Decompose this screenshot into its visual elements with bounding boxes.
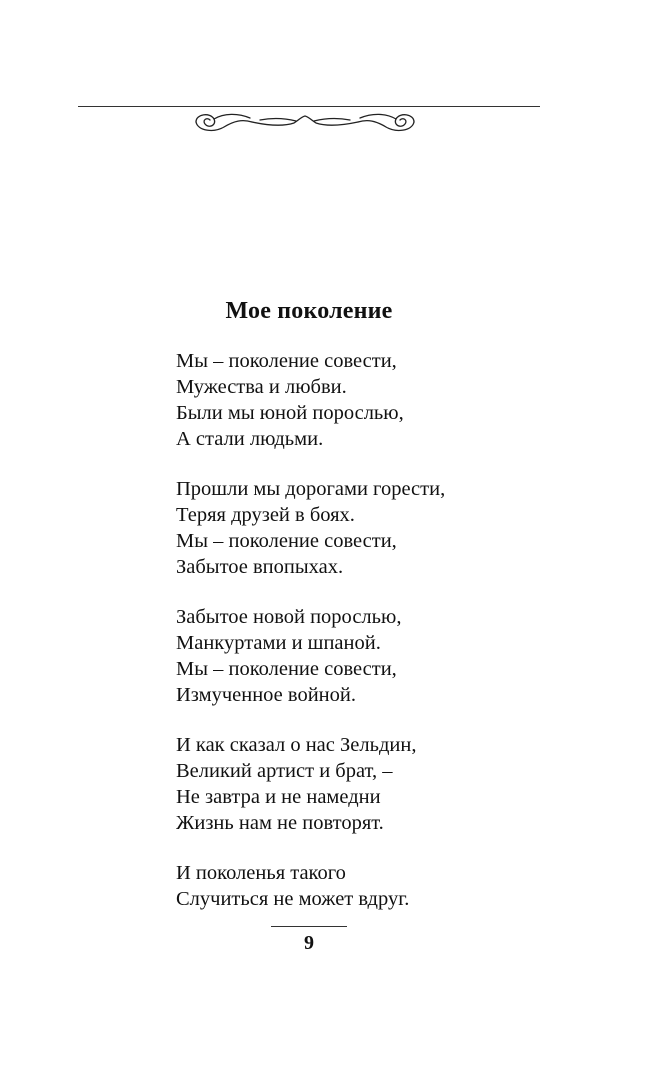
stanza [176,604,576,708]
stanza [176,348,576,452]
poem-line: Мы – поколение совести, [176,658,397,680]
poem-line: Забытое новой порослью, [176,606,402,628]
poem-line: Манкуртами и шпаной. [176,632,381,654]
poem-body [176,348,576,936]
poem-title: Мое поколение [225,298,393,324]
poem-line: И поколенья такого [176,862,346,884]
poem-line: Не завтра и не намедни [176,786,381,808]
poem-line: Мы – поколение совести, [176,530,397,552]
poem-line: Измученное войной. [176,684,356,706]
poem-line: Великий артист и брат, – [176,760,393,782]
poem-line: Были мы юной порослью, [176,402,404,424]
poem-line: Забытое впопыхах. [176,556,344,578]
poem-line: Случиться не может вдруг. [176,888,410,910]
stanza [176,732,576,836]
poem-line: Теряя друзей в боях. [176,504,355,526]
poem-line: Мужества и любви. [176,376,347,398]
stanza [176,476,576,580]
scroll-flourish-icon [190,109,420,135]
stanza [176,860,576,912]
poem-line: Прошли мы дорогами горести, [176,478,446,500]
poem-line: И как сказал о нас Зельдин, [176,734,417,756]
header-rule [78,106,540,107]
footer-rule [271,926,347,927]
page-number: 9 [304,932,314,954]
poem-line: А стали людьми. [176,428,324,450]
poem-line: Жизнь нам не повторят. [176,812,384,834]
poem-line: Мы – поколение совести, [176,350,397,372]
